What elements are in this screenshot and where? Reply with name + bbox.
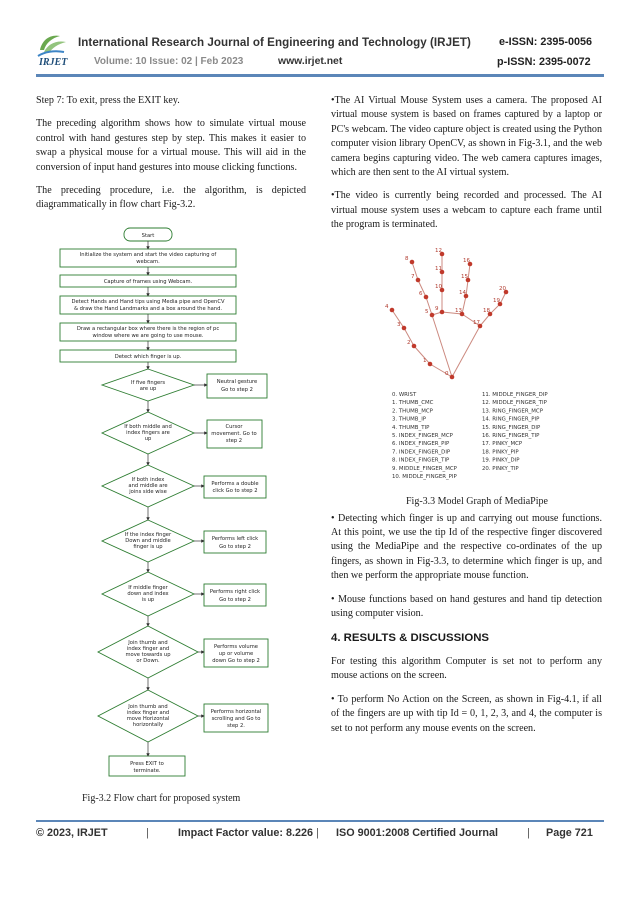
landmark-legend-item: 7. INDEX_FINGER_DIP [392,449,451,456]
svg-text:joins side wise: joins side wise [129,489,167,495]
svg-text:If five fingers: If five fingers [130,380,166,386]
landmark-id-label: 8 [405,256,409,262]
svg-text:Press EXIT to: Press EXIT to [130,761,164,767]
journal-url[interactable]: www.irjet.net [278,56,343,67]
svg-text:move towards up: move towards up [125,652,171,658]
svg-text:webcam.: webcam. [136,259,160,265]
landmark-legend-item: 18. PINKY_PIP [482,449,519,456]
landmark-edge [452,326,480,377]
svg-text:or Down.: or Down. [136,658,160,664]
landmark-legend-item: 15. RING_FINGER_DIP [482,424,541,431]
footer-iso: ISO 9001:2008 Certified Journal [336,827,499,839]
svg-text:is up: is up [141,597,155,603]
svg-text:window where we are going to u: window where we are going to use mouse. [92,333,204,339]
svg-text:up or volume: up or volume [218,651,254,657]
svg-text:If middle finger: If middle finger [128,585,168,591]
landmark-node [390,308,395,313]
landmark-id-label: 9 [435,306,439,312]
svg-text:click Go to step 2: click Go to step 2 [212,488,258,494]
irjet-logo [34,30,72,68]
landmark-legend-item: 16. RING_FINGER_TIP [482,433,540,439]
svg-text:down Go to step 2: down Go to step 2 [212,658,260,664]
landmark-legend-item: 0. WRIST [392,392,417,398]
svg-text:horizontally: horizontally [132,722,164,728]
landmark-legend-item: 3. THUMB_IP [392,416,427,423]
svg-text:If both index: If both index [131,477,165,483]
svg-text:Down and middle: Down and middle [125,538,171,544]
svg-text:Performs horizontal: Performs horizontal [210,709,262,715]
landmark-legend-item: 11. MIDDLE_FINGER_DIP [482,392,548,398]
landmark-id-label: 1 [423,358,427,364]
svg-text:Performs volume: Performs volume [214,644,258,650]
footer-separator-1: | [146,827,149,839]
landmark-id-label: 11 [435,266,442,272]
svg-text:Performs a double: Performs a double [211,481,259,487]
landmark-legend-item: 8. INDEX_FINGER_TIP [392,457,450,464]
footer-impact: Impact Factor value: 8.226 [178,827,314,839]
testing-paragraph: For testing this algorithm Computer is set not to perform any mouse actions on the screen. [331,655,602,682]
landmark-id-label: 4 [385,304,389,310]
flow-action-3 [204,476,266,498]
landmark-edge [480,314,490,326]
landmark-legend-item: 10. MIDDLE_FINGER_PIP [392,474,457,480]
svg-text:and middle are: and middle are [128,483,168,489]
svg-text:step 2: step 2 [225,438,243,444]
header-divider [36,74,604,77]
svg-text:finger is up: finger is up [133,544,163,550]
landmark-id-label: 20 [499,286,506,292]
journal-title: International Research Journal of Engineering and Technology (IRJET) [78,36,471,49]
svg-text:If both middle and: If both middle and [124,424,172,430]
landmark-legend-item: 19. PINKY_DIP [482,457,520,464]
svg-text:terminate.: terminate. [133,768,161,774]
camera-paragraph: •The AI Virtual Mouse System uses a camera. The proposed AI virtual mouse system is based on frames captured by a laptop or PC's webcam. The video capture object is created using the Python computer vision library OpenCV, as shown in Fig-3.1, and the web camera begins capturing video. The web camera captures images, which are then sent to the AI virtual system. [331,95,602,179]
svg-text:Go to step 2: Go to step 2 [219,544,251,550]
landmark-id-label: 7 [411,274,415,280]
svg-text:If the index finger: If the index finger [124,532,172,538]
svg-text:Initialize the system and star: Initialize the system and start the video capturing of [79,252,217,258]
svg-text:down and index: down and index [127,591,169,597]
footer-copyright: © 2023, IRJET [36,827,108,839]
footer-separator-2: | [316,827,319,839]
svg-text:index fingers are: index fingers are [126,430,170,436]
svg-text:scrolling and Go to: scrolling and Go to [211,716,261,722]
landmark-id-label: 12 [435,248,442,254]
svg-text:Join thumb and: Join thumb and [128,640,168,646]
mouse-functions-paragraph: • Mouse functions based on hand gestures and hand tip detection using computer vision. [331,593,602,620]
recording-paragraph: •The video is currently being recorded and processed. The AI virtual mouse system uses a webcam to capture each frame until the program is terminated. [331,190,602,231]
landmark-legend-item: 6. INDEX_FINGER_PIP [392,441,450,448]
svg-text:Capture of frames using Webcam: Capture of frames using Webcam. [103,279,193,285]
svg-text:step 2.: step 2. [227,723,245,729]
landmark-node [416,278,421,283]
svg-text:Performs left click: Performs left click [211,536,259,542]
landmark-legend-item: 1. THUMB_CMC [392,400,434,407]
no-action-paragraph: • To perform No Action on the Screen, as shown in Fig-4.1, if all of the fingers are up with tip Id = 0, 1, 2, 3, and 4, the computer is set to not perform any mouse events on the screen. [331,693,602,734]
svg-text:Cursor: Cursor [225,424,243,430]
landmark-id-label: 13 [455,308,462,314]
mediapipe-hand-graph [370,242,592,486]
e-issn: e-ISSN: 2395-0056 [499,36,593,48]
landmark-node [402,326,407,331]
landmark-legend-item: 12. MIDDLE_FINGER_TIP [482,400,547,407]
landmark-legend-item: 9. MIDDLE_FINGER_MCP [392,465,457,472]
landmark-id-label: 2 [407,340,411,346]
landmark-id-label: 15 [461,274,468,280]
landmark-id-label: 14 [459,290,466,296]
svg-text:index finger and: index finger and [126,710,170,716]
flow-action-1 [207,374,267,398]
svg-text:are up: are up [139,386,157,392]
footer-page: Page 721 [546,827,593,839]
landmark-node [412,344,417,349]
landmark-id-label: 0 [445,371,449,377]
svg-text:Performs right click: Performs right click [209,589,261,595]
svg-text:movement. Go to: movement. Go to [211,431,257,437]
svg-text:Detect Hands and Hand tips usi: Detect Hands and Hand tips using Media pipe and OpenCV [71,299,225,305]
landmark-id-label: 16 [463,258,470,264]
svg-text:move Horizontal: move Horizontal [126,716,170,722]
procedure-paragraph: The preceding procedure, i.e. the algorithm, is depicted diagrammatically in flow chart Fig-3.2. [36,185,306,211]
flowchart-figure [52,222,288,782]
algorithm-paragraph: The preceding algorithm shows how to simulate virtual mouse control with hand gestures step by step. This makes it easier to swap a physical mouse for a virtual mouse. This will aid in the conversion of input hand gestures into mouse clicking functions. [36,118,306,173]
svg-text:up: up [144,436,152,442]
landmark-edge [468,264,470,280]
left-column [36,94,306,222]
step7-paragraph: Step 7: To exit, press the EXIT key. [36,95,180,106]
landmark-node [450,375,455,380]
landmark-id-label: 5 [425,309,429,315]
svg-text:& draw the Hand Landmarks and: & draw the Hand Landmarks and a box around the hand. [73,306,223,312]
mediapipe-caption: Fig-3.3 Model Graph of MediaPipe [406,496,548,507]
svg-text:Detect which finger is up.: Detect which finger is up. [114,354,182,360]
landmark-legend-item: 17. PINKY_MCP [482,441,523,448]
flowchart-caption: Fig-3.2 Flow chart for proposed system [82,793,241,804]
landmark-id-label: 18 [483,308,490,314]
landmark-node [410,260,415,265]
landmark-node [428,362,433,367]
landmark-id-label: 19 [493,298,500,304]
svg-text:index finger and: index finger and [126,646,170,652]
landmark-id-label: 6 [419,291,423,297]
footer-divider [36,820,604,822]
svg-text:Go to step 2: Go to step 2 [221,387,253,393]
landmark-edge [466,280,468,296]
volume-issue: Volume: 10 Issue: 02 | Feb 2023 [94,56,244,67]
svg-text:Draw a rectangular box where t: Draw a rectangular box where there is the region of pc [76,326,220,332]
p-issn: p-ISSN: 2395-0072 [497,56,591,68]
landmark-node [424,295,429,300]
landmark-legend-item: 14. RING_FINGER_PIP [482,416,540,423]
landmark-legend-item: 5. INDEX_FINGER_MCP [392,433,453,439]
landmark-node [440,310,445,315]
landmark-edge [414,346,430,364]
svg-text:Start: Start [141,233,155,239]
footer-separator-3: | [527,827,530,839]
landmark-id-label: 17 [473,320,480,326]
landmark-legend-item: 20. PINKY_TIP [482,465,519,472]
landmark-node [430,313,435,318]
svg-text:Join thumb and: Join thumb and [128,704,168,710]
landmark-id-label: 10 [435,284,442,290]
svg-text:Go to step 2: Go to step 2 [219,597,251,603]
landmark-legend-item: 13. RING_FINGER_MCP [482,408,543,415]
detecting-paragraph: • Detecting which finger is up and carrying out mouse functions. At this point, we use the tip Id of the respective finger discovered using the MediaPipe and the respective co-ordinates of the up fingers, as shown in Fig-3.3, to determine which finger is up, and then we perform the appropriate mouse function. [331,512,602,582]
landmark-edge [462,296,466,314]
landmark-id-label: 3 [397,322,401,328]
landmark-legend-item: 4. THUMB_TIP [392,424,430,431]
svg-text:IRJET: IRJET [39,57,68,68]
landmark-edge [432,315,452,377]
section-heading: 4. RESULTS & DISCUSSIONS [331,631,490,644]
svg-text:Neutral gesture: Neutral gesture [216,379,258,385]
landmark-legend-item: 2. THUMB_MCP [392,408,433,415]
